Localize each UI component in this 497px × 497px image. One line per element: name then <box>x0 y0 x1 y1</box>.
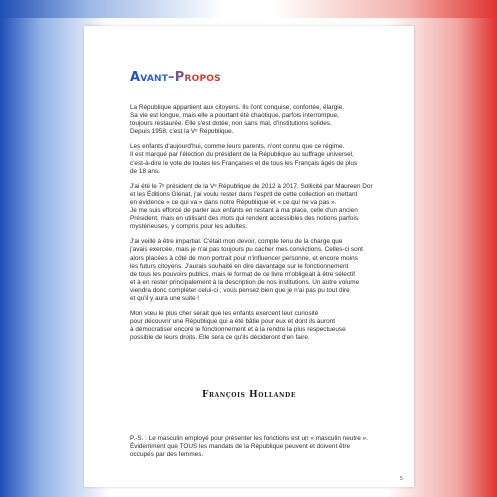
text-line: J'ai veillé à être impartial. C'était mon devoir, compte tenu de la charge que <box>130 238 343 246</box>
text-line: Mon vœu le plus cher serait que les enfants exercent leur curiosité <box>130 310 319 318</box>
paragraph-4 <box>130 238 410 303</box>
page-number: 5 <box>400 476 403 482</box>
text-line: et qu'il y aura une suite ! <box>130 294 200 302</box>
text-line: à démocratiser encore le fonctionnement et à la rendre la plus respectueuse <box>130 326 346 334</box>
text-line: Depuis 1958, c'est la Vᵉ République. <box>130 128 234 136</box>
text-line: c'est-à-dire le vote de toutes les Françaises et de tous les Français âgés de plus <box>130 159 358 167</box>
text-line: j'avais exercée, mais je n'ai pas toujours pu cacher mes convictions. Celles-ci sont <box>130 246 363 254</box>
book-page <box>84 26 414 487</box>
text-line: toujours restaurée. Elle s'est dotée, non sans mal, d'institutions solides. <box>130 120 332 128</box>
text-line: en évidence « ce qui va » dans notre République et « ce qui ne va pas ». <box>130 198 337 206</box>
page-title: Avant–Propos <box>130 70 221 85</box>
text-line: Les enfants d'aujourd'hui, comme leurs parents, n'ont connu que ce régime. <box>130 143 345 151</box>
paragraph-5 <box>130 310 410 342</box>
text-line: et les Éditions Glénat, j'ai voulu rester dans l'esprit de cette collection en mettant <box>130 190 358 198</box>
text-line: P.-S. : Le masculin employé pour présenter les fonctions est un « masculin neutre ». <box>130 435 368 442</box>
postscript <box>130 435 410 459</box>
text-line: Évidemment que TOUS les mandats de la République peuvent et doivent être <box>130 443 351 451</box>
text-line: pour découvrir une République qui a été bâtie pour eux et dont ils auront <box>130 318 335 326</box>
foreword-body <box>130 104 410 349</box>
text-line: possible de leurs droits. Elle sera ce qu'ils décideront d'en faire. <box>130 334 310 342</box>
paragraph-2 <box>130 143 410 175</box>
tricolor-top-band <box>0 0 497 18</box>
text-line: La République appartient aux citoyens. Ils l'ont conquise, confortée, élargie. <box>130 104 345 111</box>
text-line: Je me suis efforcé de parler aux enfants en restant à ma place, celle d'un ancien <box>130 207 358 215</box>
text-line: les futurs citoyens. J'aurais souhaité en dire davantage sur le fonctionnement <box>130 262 349 270</box>
text-line: de 18 ans. <box>130 167 160 175</box>
text-line: occupés par des femmes. <box>130 451 204 459</box>
text-line: Sa vie est longue, mais elle a pourtant été chaotique, parfois interrompue, <box>130 112 339 120</box>
text-line: alors placées à côté de mon portrait pour n'influencer personne, et encore moins <box>130 254 358 262</box>
text-line: de tous les pouvoirs publics, mais le format de ce livre m'obligeait à être sélectif <box>130 270 355 278</box>
paragraph-1 <box>130 104 410 136</box>
paragraph-3 <box>130 183 410 232</box>
text-line: viendra donc compléter celui-ci ; vous pensez bien que je n'ai pas pu tout dire <box>130 286 350 294</box>
author-signature: François Hollande <box>201 390 297 400</box>
text-line: Il est marqué par l'élection du président de la République au suffrage universel, <box>130 151 354 159</box>
text-line: J'ai été le 7ᵉ président de la Vᵉ République de 2012 à 2017. Sollicité par Maureen Dor <box>130 182 373 190</box>
text-line: et à en rester principalement à la description de nos institutions. Un autre volume <box>130 278 360 286</box>
text-line: mystérieuses, y compris pour les adultes. <box>130 223 248 231</box>
text-line: Président, mais en utilisant des mots qui rendent accessibles des notions parfois <box>130 215 359 223</box>
